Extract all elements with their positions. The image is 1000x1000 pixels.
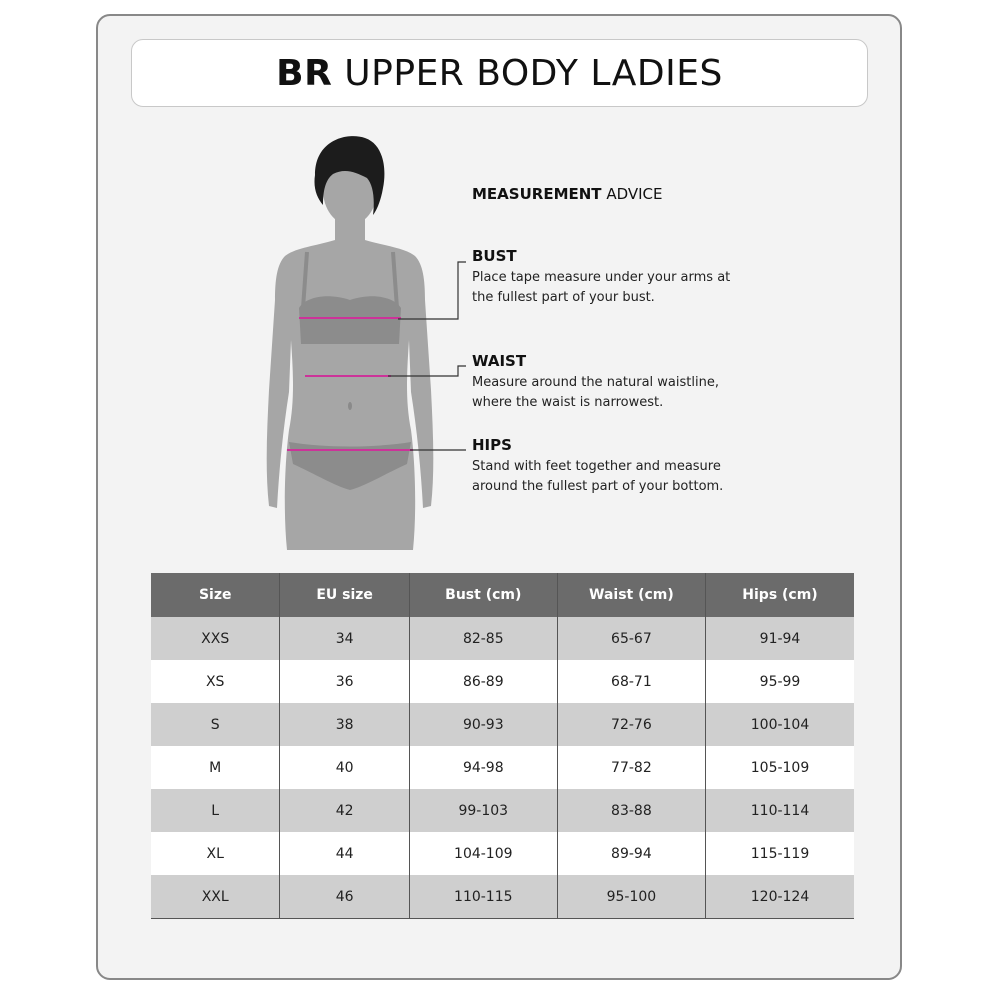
waist-desc-line2: where the waist is narrowest. xyxy=(472,395,664,410)
cell-bust: 82-85 xyxy=(409,617,557,660)
cell-bust: 104-109 xyxy=(409,832,557,875)
cell-size: M xyxy=(151,746,280,789)
waist-advice xyxy=(472,352,802,413)
waist-desc-line1: Measure around the natural waistline, xyxy=(472,375,719,390)
cell-hips: 115-119 xyxy=(706,832,855,875)
table-row xyxy=(151,617,854,660)
cell-size: XXS xyxy=(151,617,280,660)
cell-eu-size: 38 xyxy=(280,703,409,746)
cell-hips: 120-124 xyxy=(706,875,855,919)
cell-waist: 68-71 xyxy=(557,660,705,703)
table-row xyxy=(151,703,854,746)
header-hips: Hips (cm) xyxy=(706,573,855,617)
size-table xyxy=(151,573,854,919)
female-figure-illustration xyxy=(255,130,445,550)
hips-advice xyxy=(472,436,802,497)
hips-title: HIPS xyxy=(472,436,512,454)
cell-eu-size: 42 xyxy=(280,789,409,832)
cell-waist: 77-82 xyxy=(557,746,705,789)
cell-size: L xyxy=(151,789,280,832)
cell-eu-size: 40 xyxy=(280,746,409,789)
cell-hips: 91-94 xyxy=(706,617,855,660)
table-row xyxy=(151,660,854,703)
bust-advice xyxy=(472,247,802,308)
cell-bust: 110-115 xyxy=(409,875,557,919)
advice-heading-bold: MEASUREMENT xyxy=(472,185,602,203)
page-title xyxy=(276,53,723,94)
header-waist: Waist (cm) xyxy=(557,573,705,617)
cell-hips: 110-114 xyxy=(706,789,855,832)
waist-title: WAIST xyxy=(472,352,527,370)
cell-hips: 95-99 xyxy=(706,660,855,703)
bust-title: BUST xyxy=(472,247,517,265)
bust-desc-line1: Place tape measure under your arms at xyxy=(472,270,731,285)
header-size: Size xyxy=(151,573,280,617)
cell-waist: 72-76 xyxy=(557,703,705,746)
cell-size: XXL xyxy=(151,875,280,919)
title-text: UPPER BODY LADIES xyxy=(344,52,723,94)
cell-bust: 90-93 xyxy=(409,703,557,746)
header-bust: Bust (cm) xyxy=(409,573,557,617)
cell-waist: 95-100 xyxy=(557,875,705,919)
table-row xyxy=(151,789,854,832)
table-header-row xyxy=(151,573,854,617)
cell-waist: 65-67 xyxy=(557,617,705,660)
title-box xyxy=(131,39,868,107)
cell-size: XS xyxy=(151,660,280,703)
table-row xyxy=(151,875,854,919)
cell-size: XL xyxy=(151,832,280,875)
cell-bust: 94-98 xyxy=(409,746,557,789)
hips-desc-line2: around the fullest part of your bottom. xyxy=(472,479,724,494)
cell-waist: 89-94 xyxy=(557,832,705,875)
cell-eu-size: 36 xyxy=(280,660,409,703)
header-eu-size: EU size xyxy=(280,573,409,617)
table-row xyxy=(151,832,854,875)
bust-desc-line2: the fullest part of your bust. xyxy=(472,290,655,305)
cell-hips: 105-109 xyxy=(706,746,855,789)
hips-desc-line1: Stand with feet together and measure xyxy=(472,459,721,474)
cell-eu-size: 46 xyxy=(280,875,409,919)
cell-bust: 86-89 xyxy=(409,660,557,703)
cell-eu-size: 34 xyxy=(280,617,409,660)
measurement-advice-heading xyxy=(472,185,663,203)
table-row xyxy=(151,746,854,789)
advice-heading-rest: ADVICE xyxy=(606,185,663,203)
title-brand: BR xyxy=(276,52,333,94)
cell-size: S xyxy=(151,703,280,746)
cell-waist: 83-88 xyxy=(557,789,705,832)
cell-bust: 99-103 xyxy=(409,789,557,832)
cell-hips: 100-104 xyxy=(706,703,855,746)
cell-eu-size: 44 xyxy=(280,832,409,875)
